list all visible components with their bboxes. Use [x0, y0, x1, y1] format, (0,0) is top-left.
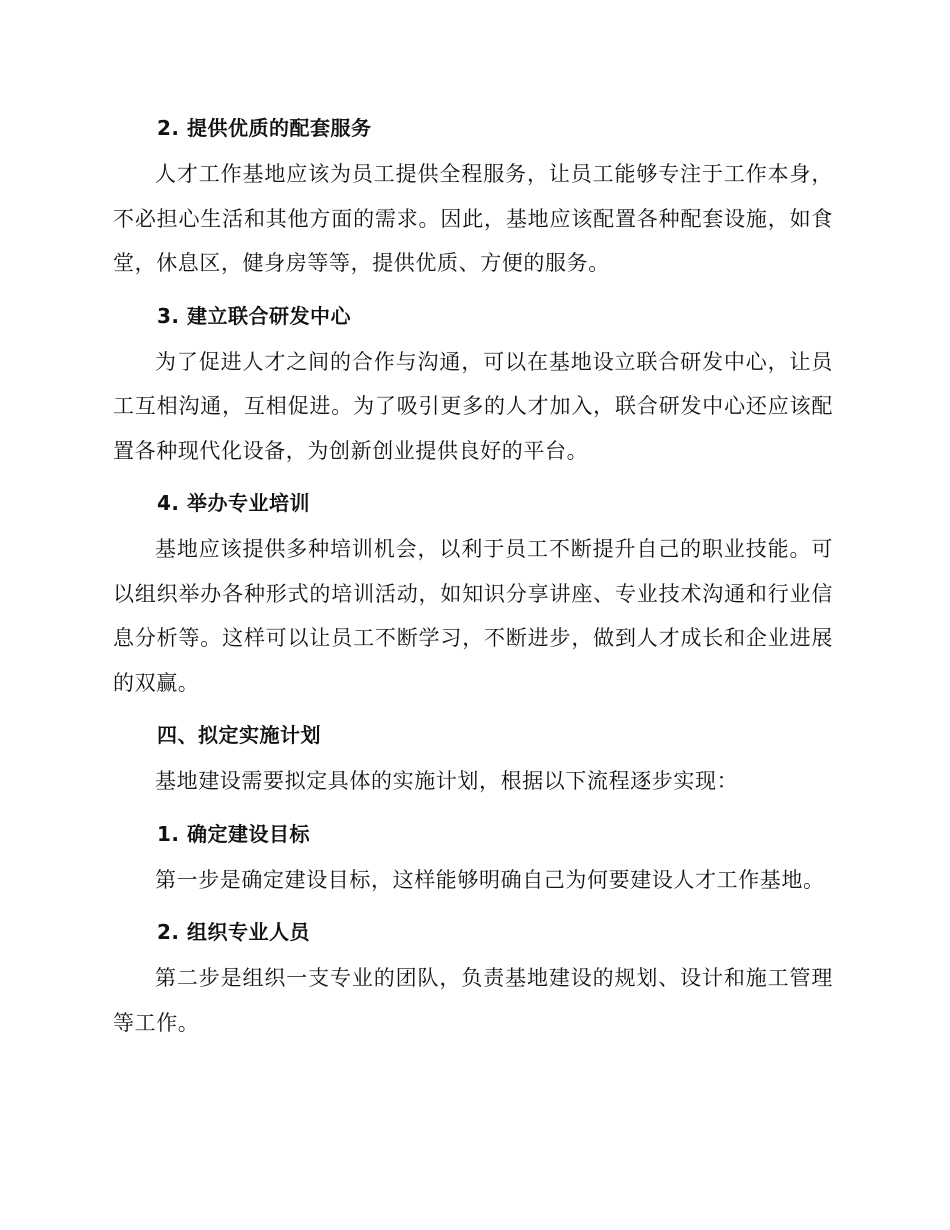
section-heading-organize-staff: 2. 组织专业人员	[157, 920, 310, 944]
section-heading-provide-services: 2. 提供优质的配套服务	[157, 116, 372, 140]
paragraph-set-goals: 第一步是确定建设目标，这样能够明确自己为何要建设人才工作基地。	[155, 867, 825, 892]
paragraph-implementation-plan: 基地建设需要拟定具体的实施计划，根据以下流程逐步实现：	[155, 769, 739, 793]
paragraph-professional-training: 基地应该提供多种培训机会，以利于员工不断提升自己的职业技能。可以组织举办各种形式的培训活动，如知识分享讲座、专业技术沟通和行业信息分析等。这样可以让员工不断学习，不断进步，做到人才成长和企业进展的双赢。	[113, 537, 833, 695]
section-heading-implementation-plan: 四、拟定实施计划	[157, 723, 321, 747]
paragraph-provide-services: 人才工作基地应该为员工提供全程服务，让员工能够专注于工作本身，不必担心生活和其他方面的需求。因此，基地应该配置各种配套设施，如食堂，休息区，健身房等等，提供优质、方便的服务。	[113, 162, 833, 275]
document-body	[113, 108, 833, 1055]
section-heading-set-goals: 1. 确定建设目标	[157, 821, 310, 846]
paragraph-joint-rd-center: 为了促进人才之间的合作与沟通，可以在基地设立联合研发中心，让员工互相沟通，互相促进。为了吸引更多的人才加入，联合研发中心还应该配置各种现代化设备，为创新创业提供良好的平台。	[113, 349, 833, 463]
paragraph-organize-staff: 第二步是组织一支专业的团队，负责基地建设的规划、设计和施工管理等工作。	[113, 966, 833, 1035]
section-heading-professional-training: 4. 举办专业培训	[157, 491, 310, 515]
section-heading-joint-rd-center: 3. 建立联合研发中心	[157, 303, 351, 328]
